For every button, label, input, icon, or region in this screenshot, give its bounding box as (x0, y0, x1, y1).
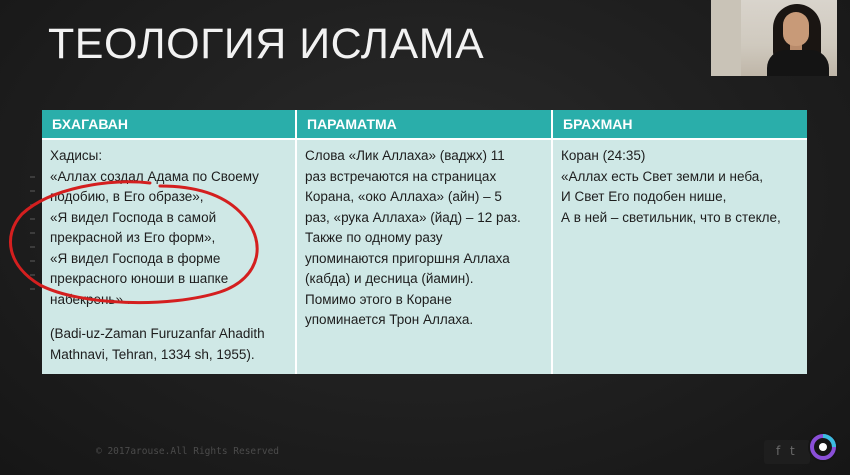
text-line: Корана, «око Аллаха» (айн) – 5 (305, 189, 502, 204)
cell-paramatma (296, 139, 552, 374)
text-line: Помимо этого в Коране (305, 291, 452, 307)
presenter-face (783, 12, 809, 46)
cell-brahman (552, 139, 807, 374)
header-brahman: БРАХМАН (552, 110, 807, 139)
text-line: Коран (24:35) (561, 148, 646, 163)
text-line: «Я видел Господа в самой (50, 209, 217, 225)
social-share-bar (764, 440, 810, 464)
copyright-footer: © 2017arouse.All Rights Reserved (96, 446, 280, 457)
text-line: «Аллах создал Адама по Своему (50, 168, 259, 184)
citation-line: Mathnavi, Tehran, 1334 sh, 1955). (50, 346, 255, 362)
text-line: А в ней – светильник, что в стекле, (561, 209, 781, 225)
table-header-row (42, 110, 807, 139)
text-line: подобию, в Его образе», (50, 189, 204, 204)
text-line: «Аллах есть Свет земли и неба, (561, 168, 764, 184)
table-row (42, 139, 807, 374)
presenter-body (767, 50, 829, 76)
slide-title: ТЕОЛОГИЯ ИСЛАМА (48, 20, 485, 68)
text-line: Хадисы: (50, 148, 103, 163)
text-line: Также по одному разу (305, 230, 443, 245)
text-line: прекрасной из Его форм», (50, 230, 216, 245)
text-line: упоминается Трон Аллаха. (305, 312, 474, 327)
facebook-icon[interactable]: f (776, 444, 781, 458)
text-line: Слова «Лик Аллаха» (ваджх) 11 (305, 148, 505, 163)
text-line: прекрасного юноши в шапке (50, 271, 229, 286)
text-line: И Свет Его подобен нише, (561, 189, 727, 204)
webcam-video (711, 0, 837, 76)
cell-bhagavan (42, 139, 296, 374)
text-line: раз встречаются на страницах (305, 168, 497, 184)
text-line: упоминаются пригоршня Аллаха (305, 250, 510, 266)
comparison-table (42, 110, 807, 374)
citation-line: (Badi-uz-Zaman Furuzanfar Ahadith (50, 326, 265, 341)
header-paramatma: ПАРАМАТМА (296, 110, 552, 139)
header-bhagavan: БХАГАВАН (42, 110, 296, 139)
twitter-icon[interactable]: t (790, 444, 795, 458)
text-line: (кабда) и десница (йамин). (305, 271, 474, 286)
side-marks (30, 176, 38, 316)
text-line: «Я видел Господа в форме (50, 250, 221, 266)
webcam-background (711, 0, 741, 76)
text-line: раз, «рука Аллаха» (йад) – 12 раз. (305, 209, 521, 225)
text-line: набекрень» . (50, 291, 131, 307)
brand-logo-icon[interactable] (806, 430, 840, 464)
